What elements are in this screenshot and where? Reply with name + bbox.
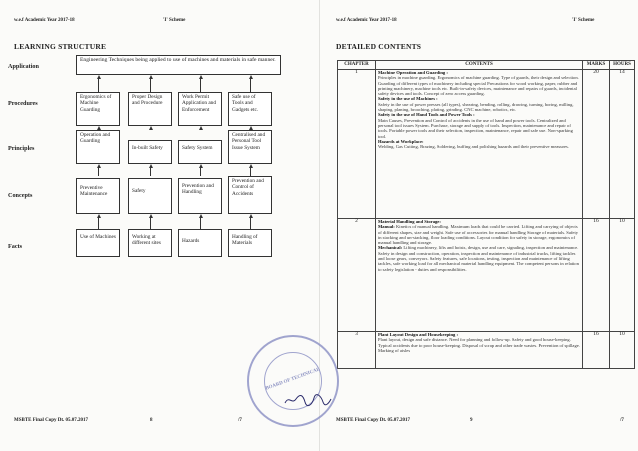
chapter-cell: 2	[338, 219, 376, 332]
table-row	[338, 332, 635, 369]
col-header-chapter: CHAPTER	[338, 61, 376, 70]
header-scheme: 'I' Scheme	[163, 18, 186, 23]
connector-arrow-icon	[249, 75, 253, 79]
row-label-principles: Principles	[8, 145, 35, 152]
header-scheme: 'I' Scheme	[572, 18, 595, 23]
chapter-cell: 3	[338, 332, 376, 369]
connector-arrow-icon	[149, 164, 153, 168]
connector-arrow-icon	[249, 164, 253, 168]
block-text: Main Causes, Prevention and Control of accidents in the use of hand and power tools. Centralized and personal tool issues System. Purchase, storage and supply of tools. Inspection, maintenance and repair of tools. Portable power tools and their selection, inspection, maintenance, repair and safe use. Non-sparking tool.	[377, 117, 573, 139]
col-header-hours: HOURS	[609, 61, 634, 70]
connector-line	[150, 78, 151, 92]
principle-box-2: In-built Safety	[128, 140, 172, 164]
connector-line	[98, 167, 99, 176]
connector-line	[250, 167, 251, 176]
fact-box-2: Working at different sites	[128, 229, 172, 257]
hours-cell: 10	[609, 332, 634, 369]
concept-box-3: Prevention and Handling	[178, 178, 222, 214]
block-text: Principles in machine guarding. Ergonomics of machine guarding. Type of guards, their design and selection. Guarding of different types of machinery including special Precautions for wood working, paper, rubber and printing machinery, machine tools etc. Built-in-safety devices, maintenance and repairs of guards, incidental safety devices and tools. Concept of zero access guarding.	[377, 75, 579, 97]
block-title: Plant Layout Design and Housekeeping :	[377, 332, 458, 337]
footer-copy-date: MSBTE Final Copy Dt. 05.07.2017	[14, 418, 89, 423]
connector-arrow-icon	[149, 126, 153, 130]
block-text: Safety in the use of power presses (all types), shearing, bending, rolling, drawing, turning, boring, milling, shaping, planing, broaching, plating, grinding. CNC machine, robotics, etc.	[377, 101, 574, 113]
connector-line	[250, 78, 251, 92]
block-title: Mechanical:	[377, 245, 403, 251]
connector-arrow-icon	[97, 214, 101, 218]
block-text: Welding, Gas Cutting, Brazing, Soldering, buffing and polishing hazards and their preventive measures.	[377, 144, 569, 150]
block-text: Kinetics of manual handling. Maximum loads that could be carried. Lifting and carrying of objects of different shapes, size and weight. Safe use of accessories for manual handling Storage of materials. Safety in stacking and un-stacking, floor loading conditions. Layout condition for safety in storage, ergonomics of manual handling and storage.	[377, 224, 579, 246]
fact-box-4: Handling of Materials	[228, 229, 272, 257]
contents-cell	[375, 332, 582, 369]
section-title: LEARNING STRUCTURE	[14, 42, 107, 51]
marks-cell: 16	[583, 219, 610, 332]
block-text: Plant layout, design and safe distance. Need for planning and follow-up. Safety and good house-keeping. Typical accidents due to poor house-keeping. Disposal of scrap and other trade wastes. Prevention of spillage. Marking of aisles	[377, 337, 580, 353]
connector-arrow-icon	[149, 214, 153, 218]
section-title: DETAILED CONTENTS	[336, 42, 422, 51]
hours-cell: 14	[609, 70, 634, 219]
board-seal-stamp	[247, 335, 339, 427]
block-title: Safety in the use of Machines :	[377, 96, 438, 102]
connector-line	[200, 167, 201, 176]
signature-scribble	[283, 393, 333, 407]
header-academic-year: w.e.f Academic Year 2017-18	[14, 18, 75, 23]
procedure-box-1: Ergonomics of Machine Guarding	[76, 92, 120, 126]
connector-arrow-icon	[199, 214, 203, 218]
footer-right-mark: /7	[238, 418, 242, 423]
connector-arrow-icon	[199, 164, 203, 168]
marks-cell: 16	[583, 332, 610, 369]
table-header-row	[338, 61, 635, 70]
marks-cell: 20	[583, 70, 610, 219]
procedure-box-2: Proper Design and Procedure	[128, 92, 172, 126]
footer-right-mark: /7	[620, 418, 624, 423]
connector-arrow-icon	[249, 214, 253, 218]
block-title: Manual:	[377, 224, 395, 230]
connector-arrow-icon	[97, 164, 101, 168]
block-title: Safety in the use of Hand Tools and Power Tools :	[377, 112, 475, 118]
fact-box-3: Hazards	[178, 229, 222, 257]
block-title: Machine Operation and Guarding :	[377, 70, 448, 75]
row-label-facts: Facts	[8, 243, 23, 250]
connector-arrow-icon	[199, 75, 203, 79]
hours-cell: 10	[609, 219, 634, 332]
connector-line	[250, 217, 251, 229]
detailed-contents-table	[337, 60, 635, 369]
concept-box-4: Prevention and Control of Accidents	[228, 176, 272, 214]
principle-box-1: Operation and Guarding	[76, 130, 120, 164]
col-header-marks: MARKS	[583, 61, 610, 70]
connector-arrow-icon	[97, 75, 101, 79]
row-label-concepts: Concepts	[8, 192, 33, 199]
row-label-procedures: Procedures	[8, 100, 38, 107]
connector-line	[150, 217, 151, 229]
block-title: Material Handling and Storage:	[377, 219, 441, 224]
concept-box-1: Preventive Maintenance	[76, 178, 120, 214]
connector-line	[200, 217, 201, 229]
block-title: Hazards at Workplace:	[377, 138, 424, 144]
connector-line	[200, 78, 201, 92]
block-text: Lifting machinery, lifts and hoists, design, use and care, signaling, inspection and maintenance. Safety in design and construction, operation, inspection and maintenance of industrial trucks, lifting tackles and loose gears, conveyors. Safety features, safe locations, testing, inspection and maintenance of lifting tackles, safe working load for all mechanical material handling equipment. The competent persons in relation to safety legislation - duties and responsibilities.	[377, 245, 579, 272]
right-page	[319, 0, 638, 451]
application-box: Engineering Techniques being applied to use of machines and materials in safe manner.	[76, 55, 281, 75]
contents-cell	[375, 70, 582, 219]
procedure-box-4: Safe use of Tools and Gadgets etc.	[228, 92, 272, 126]
connector-line	[98, 217, 99, 229]
row-label-application: Application	[8, 63, 39, 70]
table-row	[338, 219, 635, 332]
concept-box-2: Safety	[128, 178, 172, 214]
col-header-contents: CONTENTS	[375, 61, 582, 70]
connector-arrow-icon	[149, 75, 153, 79]
stamp-text: BOARD OF TECHNICAL	[265, 367, 321, 392]
contents-cell	[375, 219, 582, 332]
header-academic-year: w.e.f Academic Year 2017-18	[336, 18, 397, 23]
procedure-box-3: Work Permit Application and Enforcement	[178, 92, 222, 126]
connector-arrow-icon	[199, 126, 203, 130]
chapter-cell: 1	[338, 70, 376, 219]
connector-line	[150, 167, 151, 176]
footer-copy-date: MSBTE Final Copy Dt. 05.07.2017	[336, 418, 411, 423]
principle-box-4: Centralised and Personal Tool Issue System	[228, 130, 272, 164]
table-row	[338, 70, 635, 219]
footer-page-number: 8	[150, 418, 153, 423]
principle-box-3: Safety System	[178, 140, 222, 164]
fact-box-1: Use of Machines	[76, 229, 120, 257]
connector-line	[98, 78, 99, 92]
footer-page-number: 9	[470, 418, 473, 423]
